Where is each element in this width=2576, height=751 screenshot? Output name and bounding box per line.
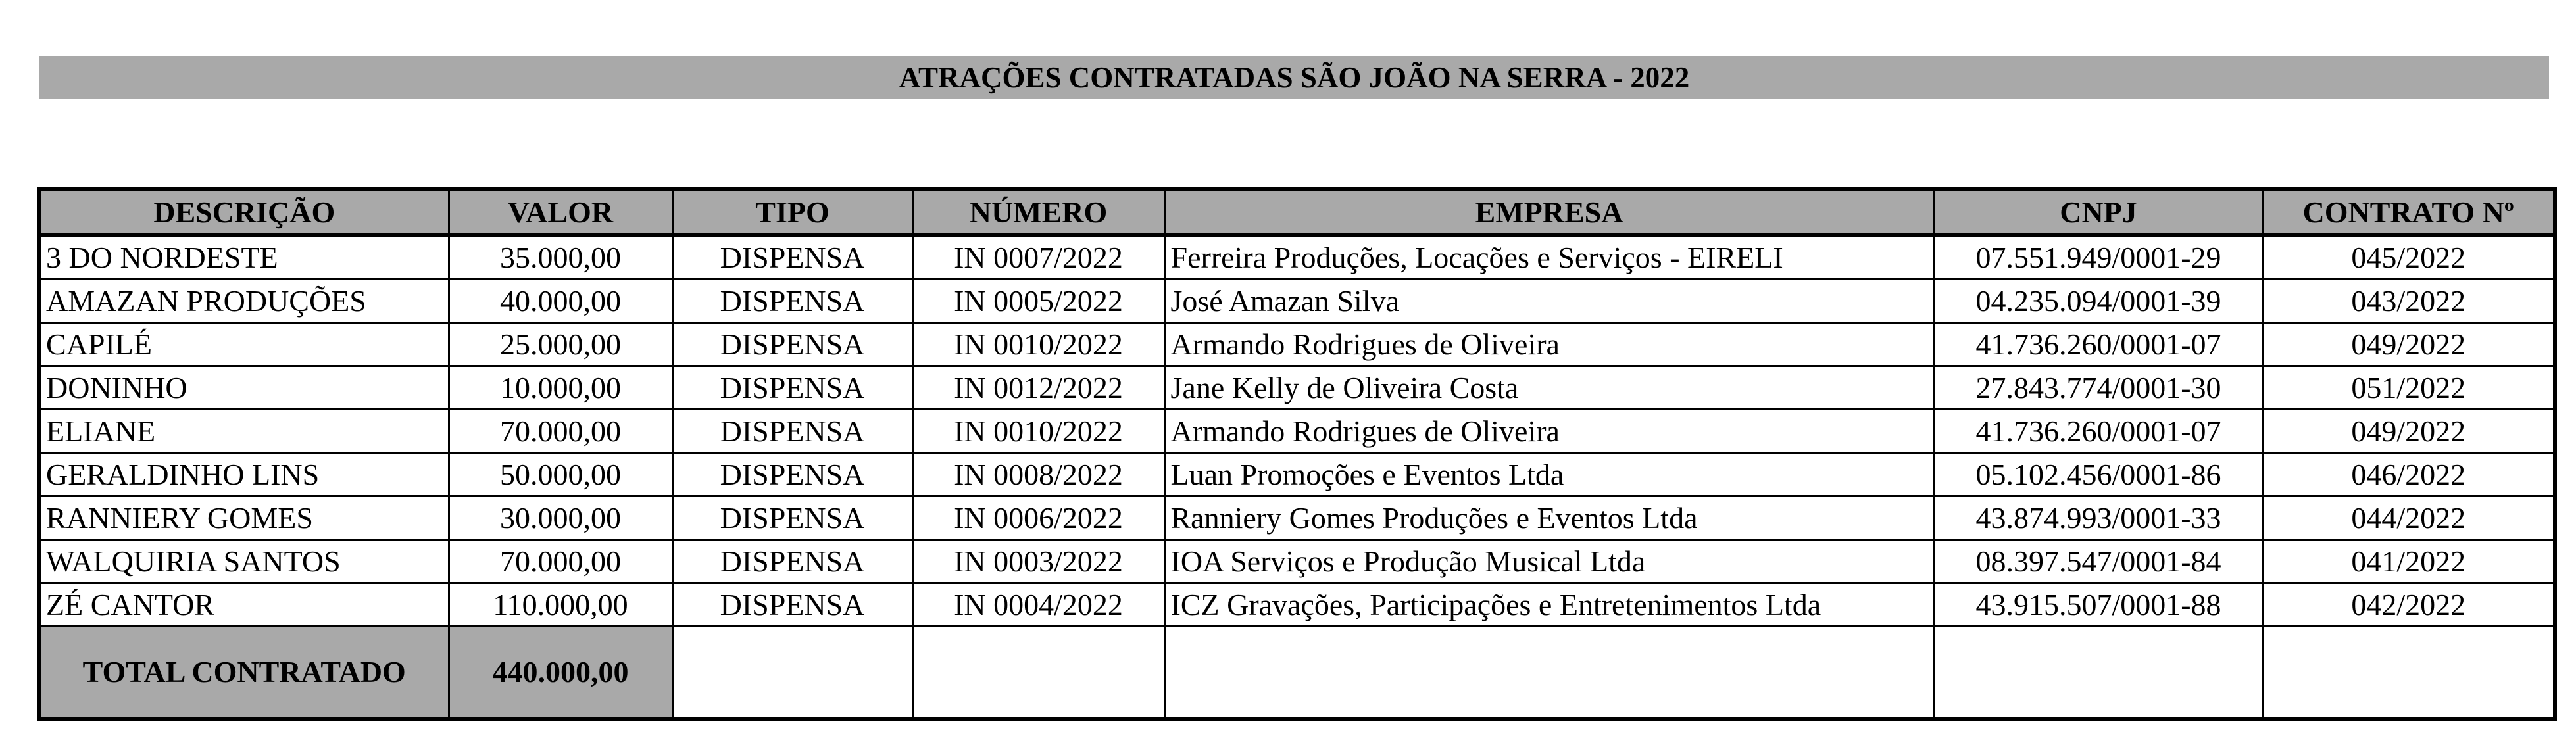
cell-valor: 70.000,00 — [449, 410, 672, 453]
cell-contrato: 049/2022 — [2263, 323, 2555, 366]
empty-cell — [912, 627, 1164, 719]
cell-tipo: DISPENSA — [672, 583, 912, 627]
total-row — [39, 627, 2555, 719]
table-row — [39, 583, 2555, 627]
cell-cnpj: 43.915.507/0001-88 — [1934, 583, 2263, 627]
table-row — [39, 410, 2555, 453]
cell-descricao: GERALDINHO LINS — [39, 453, 449, 497]
cell-numero: IN 0006/2022 — [912, 497, 1164, 540]
cell-contrato: 042/2022 — [2263, 583, 2555, 627]
cell-tipo: DISPENSA — [672, 366, 912, 410]
title-bar — [39, 56, 2549, 99]
cell-valor: 35.000,00 — [449, 235, 672, 279]
cell-descricao: 3 DO NORDESTE — [39, 235, 449, 279]
header-tipo: TIPO — [672, 189, 912, 235]
header-numero: NÚMERO — [912, 189, 1164, 235]
cell-valor: 110.000,00 — [449, 583, 672, 627]
cell-numero: IN 0005/2022 — [912, 279, 1164, 323]
cell-empresa: José Amazan Silva — [1164, 279, 1934, 323]
table-row — [39, 497, 2555, 540]
table-row — [39, 453, 2555, 497]
cell-empresa: Armando Rodrigues de Oliveira — [1164, 323, 1934, 366]
cell-empresa: Ranniery Gomes Produções e Eventos Ltda — [1164, 497, 1934, 540]
cell-numero: IN 0003/2022 — [912, 540, 1164, 583]
cell-contrato: 045/2022 — [2263, 235, 2555, 279]
cell-valor: 30.000,00 — [449, 497, 672, 540]
header-valor: VALOR — [449, 189, 672, 235]
cell-empresa: Ferreira Produções, Locações e Serviços - EIRELI — [1164, 235, 1934, 279]
cell-empresa: Jane Kelly de Oliveira Costa — [1164, 366, 1934, 410]
document-title: ATRAÇÕES CONTRATADAS SÃO JOÃO NA SERRA - 2022 — [899, 61, 1690, 94]
empty-cell — [1934, 627, 2263, 719]
cell-tipo: DISPENSA — [672, 540, 912, 583]
cell-descricao: DONINHO — [39, 366, 449, 410]
cell-empresa: Luan Promoções e Eventos Ltda — [1164, 453, 1934, 497]
empty-cell — [2263, 627, 2555, 719]
cell-valor: 40.000,00 — [449, 279, 672, 323]
cell-cnpj: 41.736.260/0001-07 — [1934, 410, 2263, 453]
cell-empresa: IOA Serviços e Produção Musical Ltda — [1164, 540, 1934, 583]
header-cnpj: CNPJ — [1934, 189, 2263, 235]
cell-descricao: ELIANE — [39, 410, 449, 453]
table-row — [39, 323, 2555, 366]
cell-cnpj: 05.102.456/0001-86 — [1934, 453, 2263, 497]
table-row — [39, 366, 2555, 410]
table-row — [39, 540, 2555, 583]
cell-contrato: 043/2022 — [2263, 279, 2555, 323]
cell-descricao: CAPILÉ — [39, 323, 449, 366]
cell-numero: IN 0012/2022 — [912, 366, 1164, 410]
cell-cnpj: 07.551.949/0001-29 — [1934, 235, 2263, 279]
cell-cnpj: 41.736.260/0001-07 — [1934, 323, 2263, 366]
cell-contrato: 041/2022 — [2263, 540, 2555, 583]
total-label: TOTAL CONTRATADO — [39, 627, 449, 719]
cell-tipo: DISPENSA — [672, 235, 912, 279]
cell-cnpj: 43.874.993/0001-33 — [1934, 497, 2263, 540]
cell-numero: IN 0010/2022 — [912, 410, 1164, 453]
cell-contrato: 049/2022 — [2263, 410, 2555, 453]
cell-descricao: ZÉ CANTOR — [39, 583, 449, 627]
cell-contrato: 044/2022 — [2263, 497, 2555, 540]
cell-cnpj: 04.235.094/0001-39 — [1934, 279, 2263, 323]
cell-valor: 25.000,00 — [449, 323, 672, 366]
cell-tipo: DISPENSA — [672, 279, 912, 323]
cell-numero: IN 0007/2022 — [912, 235, 1164, 279]
cell-valor: 50.000,00 — [449, 453, 672, 497]
header-empresa: EMPRESA — [1164, 189, 1934, 235]
cell-valor: 10.000,00 — [449, 366, 672, 410]
cell-contrato: 046/2022 — [2263, 453, 2555, 497]
cell-empresa: Armando Rodrigues de Oliveira — [1164, 410, 1934, 453]
cell-descricao: WALQUIRIA SANTOS — [39, 540, 449, 583]
cell-descricao: AMAZAN PRODUÇÕES — [39, 279, 449, 323]
cell-numero: IN 0004/2022 — [912, 583, 1164, 627]
cell-numero: IN 0010/2022 — [912, 323, 1164, 366]
empty-cell — [1164, 627, 1934, 719]
cell-cnpj: 27.843.774/0001-30 — [1934, 366, 2263, 410]
cell-cnpj: 08.397.547/0001-84 — [1934, 540, 2263, 583]
table-header-row — [39, 189, 2555, 235]
header-descricao: DESCRIÇÃO — [39, 189, 449, 235]
header-contrato: CONTRATO Nº — [2263, 189, 2555, 235]
cell-empresa: ICZ Gravações, Participações e Entretenimentos Ltda — [1164, 583, 1934, 627]
table-row — [39, 279, 2555, 323]
cell-valor: 70.000,00 — [449, 540, 672, 583]
total-value: 440.000,00 — [449, 627, 672, 719]
cell-descricao: RANNIERY GOMES — [39, 497, 449, 540]
cell-numero: IN 0008/2022 — [912, 453, 1164, 497]
table-row — [39, 235, 2555, 279]
cell-tipo: DISPENSA — [672, 453, 912, 497]
empty-cell — [672, 627, 912, 719]
cell-tipo: DISPENSA — [672, 410, 912, 453]
attractions-table — [37, 187, 2557, 721]
cell-tipo: DISPENSA — [672, 323, 912, 366]
cell-tipo: DISPENSA — [672, 497, 912, 540]
cell-contrato: 051/2022 — [2263, 366, 2555, 410]
